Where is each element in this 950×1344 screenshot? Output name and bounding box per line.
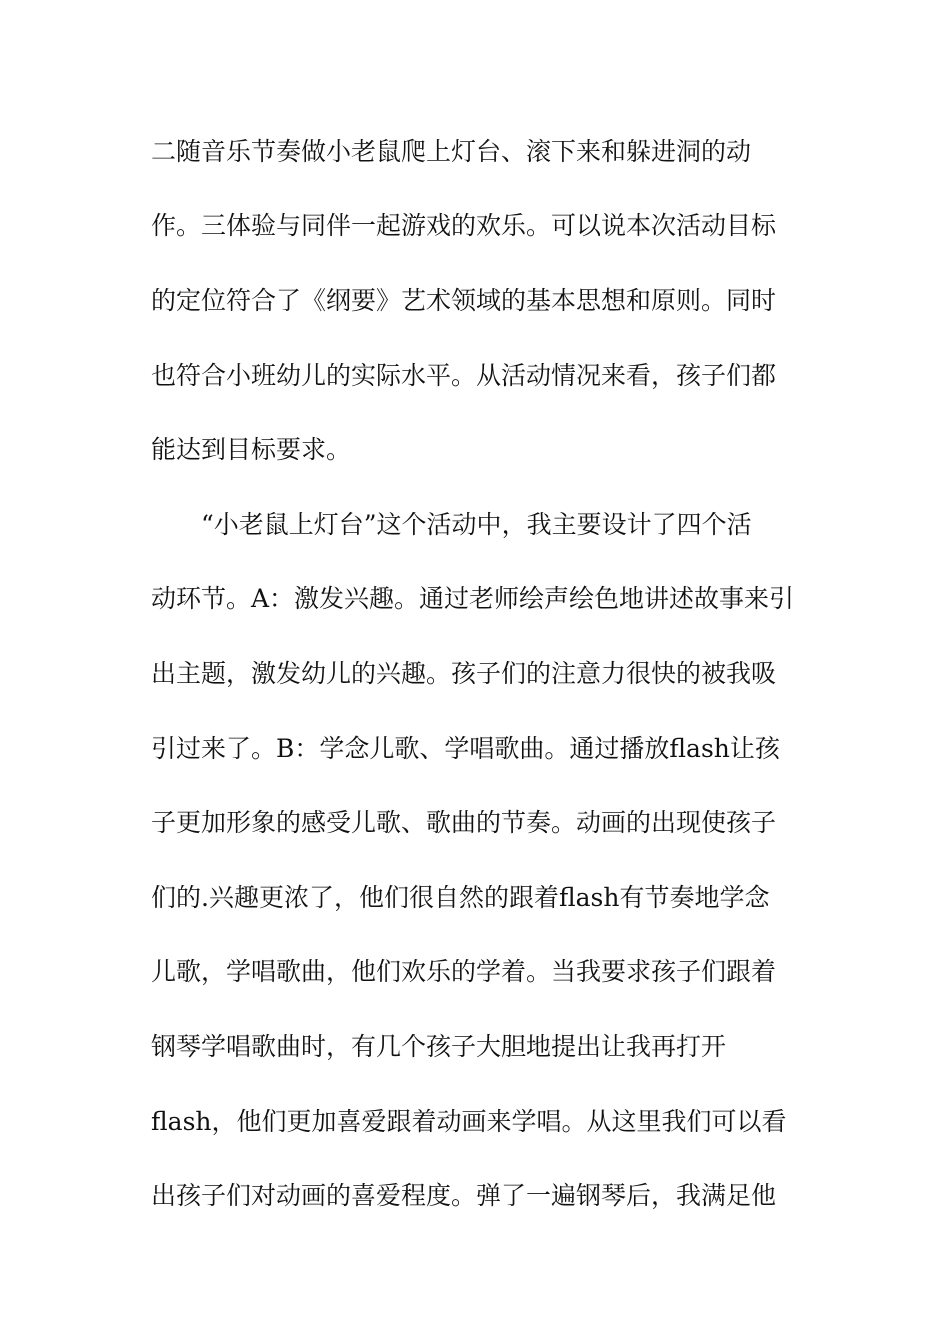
text-line: 出主题，激发幼儿的兴趣。孩子们的注意力很快的被我吸 (151, 659, 777, 688)
text-line: 子更加形象的感受儿歌、歌曲的节奏。动画的出现使孩子 (151, 808, 777, 837)
text-line: 能达到目标要求。 (151, 435, 352, 464)
text-line: 也符合小班幼儿的实际水平。从活动情况来看，孩子们都 (151, 361, 777, 390)
text-line: 动环节。A：激发兴趣。通过老师绘声绘色地讲述故事来引 (151, 584, 795, 613)
text-line: flash，他们更加喜爱跟着动画来学唱。从这里我们可以看 (151, 1107, 787, 1136)
text-line: 钢琴学唱歌曲时，有几个孩子大胆地提出让我再打开 (151, 1032, 727, 1061)
paragraph-first-line: “小老鼠上灯台”这个活动中，我主要设计了四个活 (201, 510, 752, 539)
text-line: 二随音乐节奏做小老鼠爬上灯台、滚下来和躲进洞的动 (151, 137, 752, 166)
text-line: 的定位符合了《纲要》艺术领域的基本思想和原则。同时 (151, 286, 777, 315)
text-line: 们的.兴趣更浓了，他们很自然的跟着flash有节奏地学念 (151, 883, 770, 912)
text-line: 儿歌，学唱歌曲，他们欢乐的学着。当我要求孩子们跟着 (151, 957, 777, 986)
text-line: 作。三体验与同伴一起游戏的欢乐。可以说本次活动目标 (151, 211, 777, 240)
text-line: 引过来了。B：学念儿歌、学唱歌曲。通过播放flash让孩 (151, 734, 780, 763)
text-line: 出孩子们对动画的喜爱程度。弹了一遍钢琴后，我满足他 (151, 1181, 777, 1210)
